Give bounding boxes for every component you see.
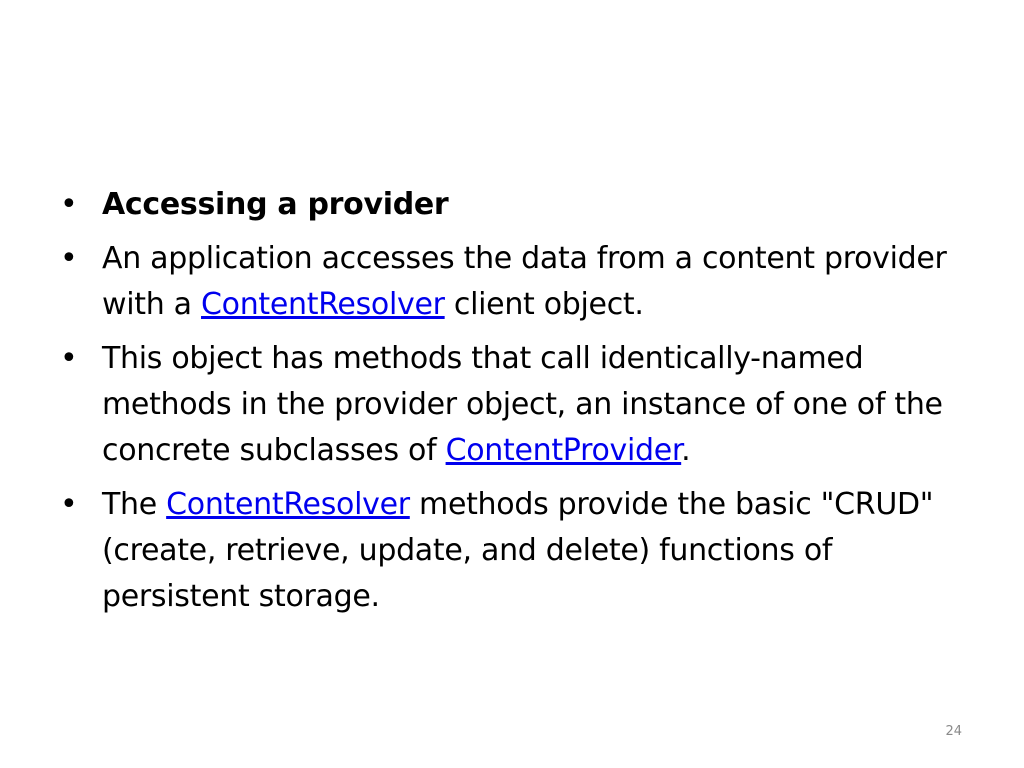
bullet-heading <box>56 182 956 228</box>
bullet-crud <box>56 482 956 620</box>
bullet-text-after: methods provide the basic "CRUD" (create, retrieve, update, and delete) functions of persistent storage. <box>102 487 934 614</box>
bullet-text-after: . <box>681 433 691 468</box>
content-resolver-link[interactable]: ContentResolver <box>201 287 445 322</box>
bullet-text-before: This object has methods that call identically-named methods in the provider object, an instance of one of the concrete subclasses of <box>102 341 943 468</box>
content-resolver-link-2[interactable]: ContentResolver <box>166 487 410 522</box>
bullet-content-resolver <box>56 236 956 328</box>
heading-text: Accessing a provider <box>102 187 449 222</box>
content-provider-link[interactable]: ContentProvider <box>445 433 682 468</box>
bullet-text-after: client object. <box>444 287 644 322</box>
bullet-list <box>56 182 956 620</box>
bullet-text-before: An application accesses the data from a content provider with a <box>102 241 947 322</box>
bullet-object-methods <box>56 336 956 474</box>
slide-content <box>56 182 956 628</box>
page-number: 24 <box>945 724 962 739</box>
bullet-text-before: The <box>102 487 167 522</box>
